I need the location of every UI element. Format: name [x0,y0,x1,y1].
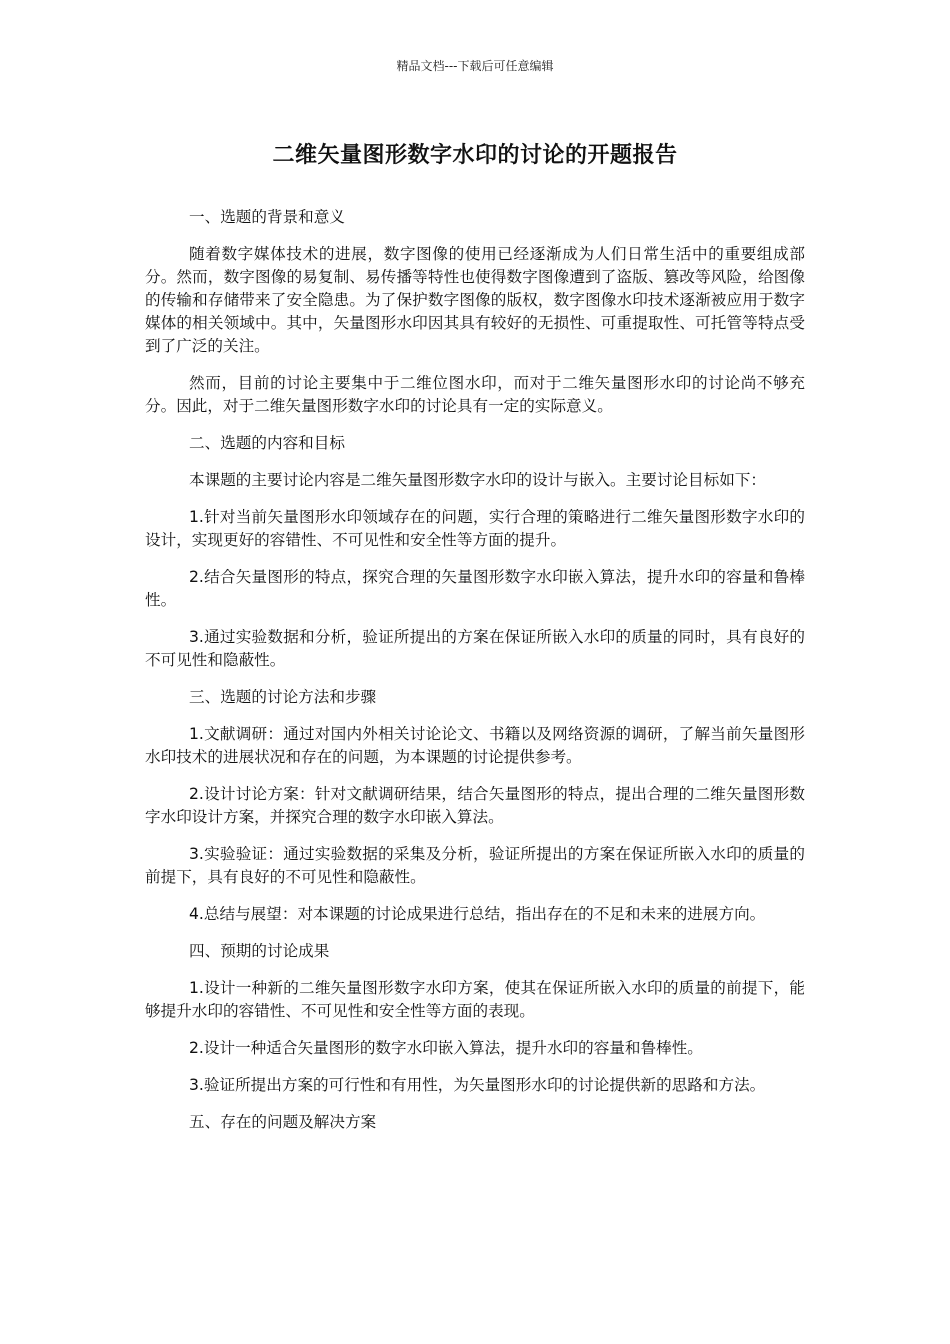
list-item: 2.结合矢量图形的特点，探究合理的矢量图形数字水印嵌入算法，提升水印的容量和鲁棒性。 [145,568,805,609]
section-heading-3: 三、选题的讨论方法和步骤 [189,688,377,706]
list-item: 2.设计一种适合矢量图形的数字水印嵌入算法，提升水印的容量和鲁棒性。 [189,1039,703,1057]
document-body [145,206,805,1148]
list-item: 1.设计一种新的二维矢量图形数字水印方案，使其在保证所嵌入水印的质量的前提下，能够提升水印的容错性、不可见性和安全性等方面的表现。 [145,979,805,1020]
section-heading-4: 四、预期的讨论成果 [189,942,330,960]
section-heading-1: 一、选题的背景和意义 [189,208,345,226]
list-item: 4.总结与展望：对本课题的讨论成果进行总结，指出存在的不足和未来的进展方向。 [189,905,766,923]
header-note: 精品文档---下载后可任意编辑 [396,59,554,73]
paragraph: 本课题的主要讨论内容是二维矢量图形数字水印的设计与嵌入。主要讨论目标如下： [189,471,766,489]
paragraph: 随着数字媒体技术的进展，数字图像的使用已经逐渐成为人们日常生活中的重要组成部分。然而，数字图像的易复制、易传播等特性也使得数字图像遭到了盗版、篡改等风险，给图像的传输和存储带来了安全隐患。为了保护数字图像的版权，数字图像水印技术逐渐被应用于数字媒体的相关领域中。其中，矢量图形水印因其具有较好的无损性、可重提取性、可托管等特点受到了广泛的关注。 [145,245,805,355]
list-item: 3.通过实验数据和分析，验证所提出的方案在保证所嵌入水印的质量的同时，具有良好的不可见性和隐蔽性。 [145,628,805,669]
list-item: 1.针对当前矢量图形水印领域存在的问题，实行合理的策略进行二维矢量图形数字水印的设计，实现更好的容错性、不可见性和安全性等方面的提升。 [145,508,805,549]
document-title: 二维矢量图形数字水印的讨论的开题报告 [272,143,678,168]
section-heading-5: 五、存在的问题及解决方案 [189,1113,377,1131]
section-heading-2: 二、选题的内容和目标 [189,434,345,452]
list-item: 3.实验验证：通过实验数据的采集及分析，验证所提出的方案在保证所嵌入水印的质量的前提下，具有良好的不可见性和隐蔽性。 [145,845,805,886]
paragraph: 然而，目前的讨论主要集中于二维位图水印，而对于二维矢量图形水印的讨论尚不够充分。因此，对于二维矢量图形数字水印的讨论具有一定的实际意义。 [145,374,805,415]
list-item: 1.文献调研：通过对国内外相关讨论论文、书籍以及网络资源的调研，了解当前矢量图形水印技术的进展状况和存在的问题，为本课题的讨论提供参考。 [145,725,805,766]
list-item: 3.验证所提出方案的可行性和有用性，为矢量图形水印的讨论提供新的思路和方法。 [189,1076,766,1094]
list-item: 2.设计讨论方案：针对文献调研结果，结合矢量图形的特点，提出合理的二维矢量图形数字水印设计方案，并探究合理的数字水印嵌入算法。 [145,785,805,826]
